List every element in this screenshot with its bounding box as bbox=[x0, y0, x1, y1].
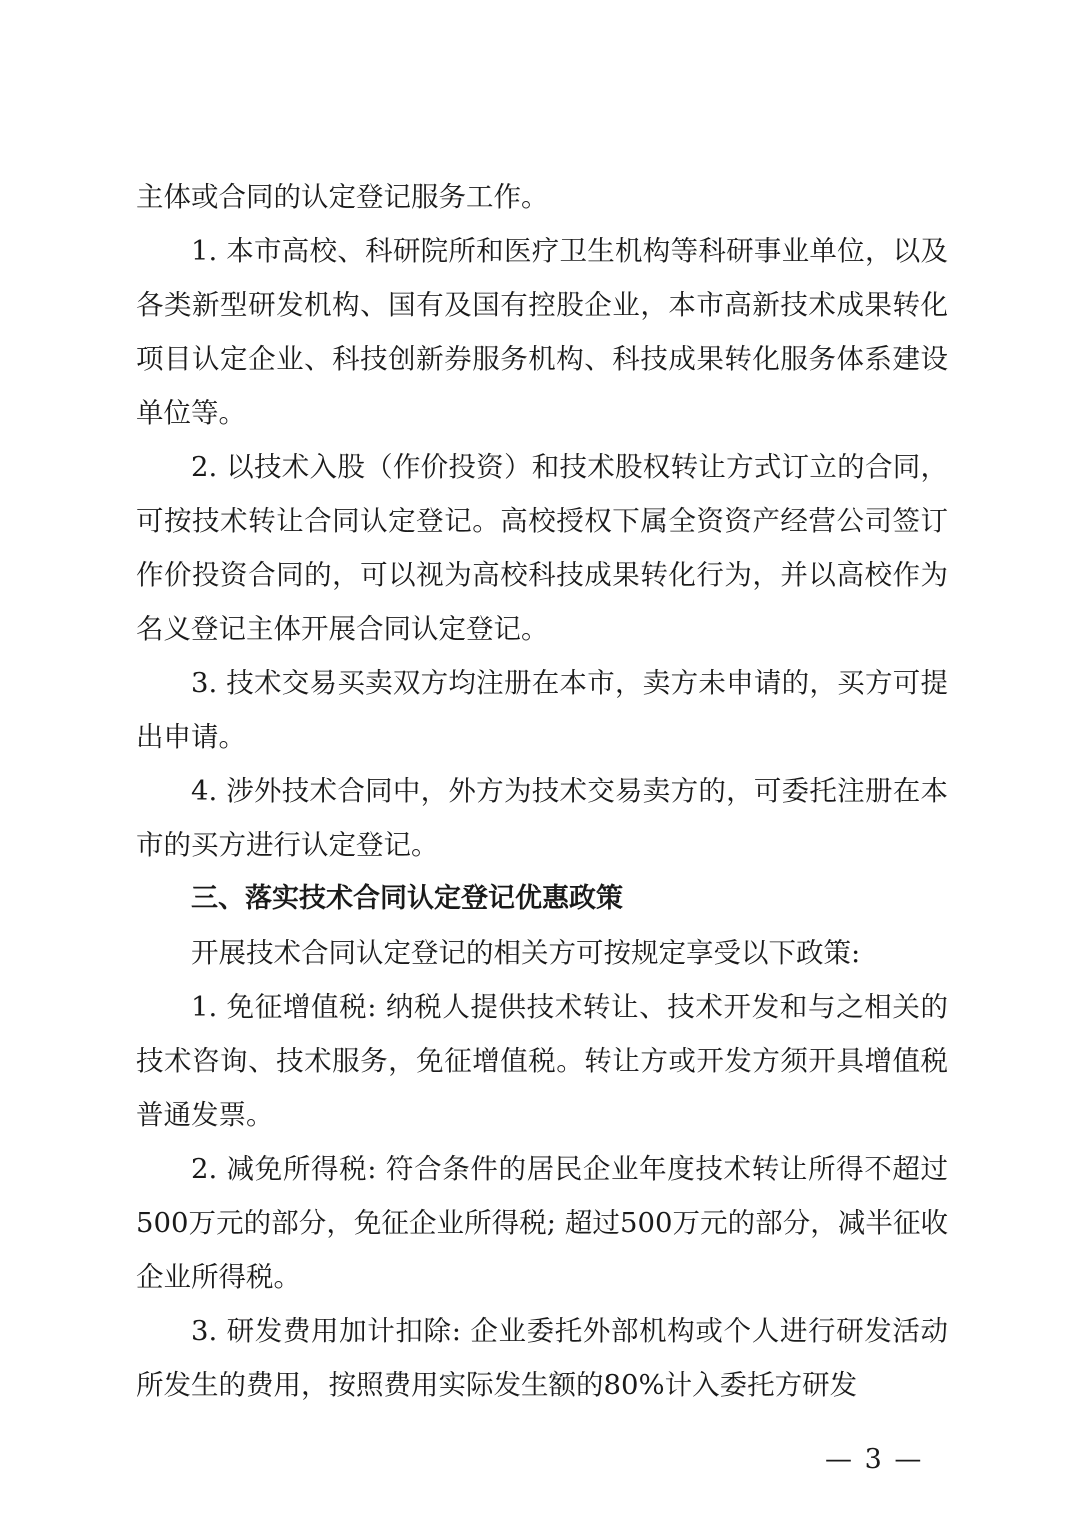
policy-item-3: 3. 研发费用加计扣除: 企业委托外部机构或个人进行研发活动所发生的费用，按照费用实际发生额的80%计入委托方研发 bbox=[136, 1315, 948, 1401]
section-intro: 开展技术合同认定登记的相关方可按规定享受以下政策: bbox=[191, 937, 861, 969]
list-item-3: 3. 技术交易买卖双方均注册在本市，卖方未申请的，买方可提出申请。 bbox=[136, 667, 948, 753]
list-item-4: 4. 涉外技术合同中，外方为技术交易卖方的，可委托注册在本市的买方进行认定登记。 bbox=[136, 775, 948, 861]
policy-item-2: 2. 减免所得税: 符合条件的居民企业年度技术转让所得不超过500万元的部分，免征企业所得税; 超过500万元的部分，减半征收企业所得税。 bbox=[136, 1153, 948, 1293]
paragraph-continuation: 主体或合同的认定登记服务工作。 bbox=[136, 181, 549, 213]
section-heading: 三、落实技术合同认定登记优惠政策 bbox=[191, 883, 623, 914]
list-item-2: 2. 以技术入股（作价投资）和技术股权转让方式订立的合同，可按技术转让合同认定登记。高校授权下属全资资产经营公司签订作价投资合同的，可以视为高校科技成果转化行为，并以高校作为名义登记主体开展合同认定登记。 bbox=[136, 451, 948, 645]
document-body bbox=[136, 170, 948, 1412]
policy-item-1: 1. 免征增值税: 纳税人提供技术转让、技术开发和与之相关的技术咨询、技术服务，免征增值税。转让方或开发方须开具增值税普通发票。 bbox=[136, 991, 948, 1131]
list-item-1: 1. 本市高校、科研院所和医疗卫生机构等科研事业单位，以及各类新型研发机构、国有及国有控股企业，本市高新技术成果转化项目认定企业、科技创新券服务机构、科技成果转化服务体系建设单位等。 bbox=[136, 235, 948, 429]
page-number: — 3 — bbox=[825, 1444, 924, 1475]
